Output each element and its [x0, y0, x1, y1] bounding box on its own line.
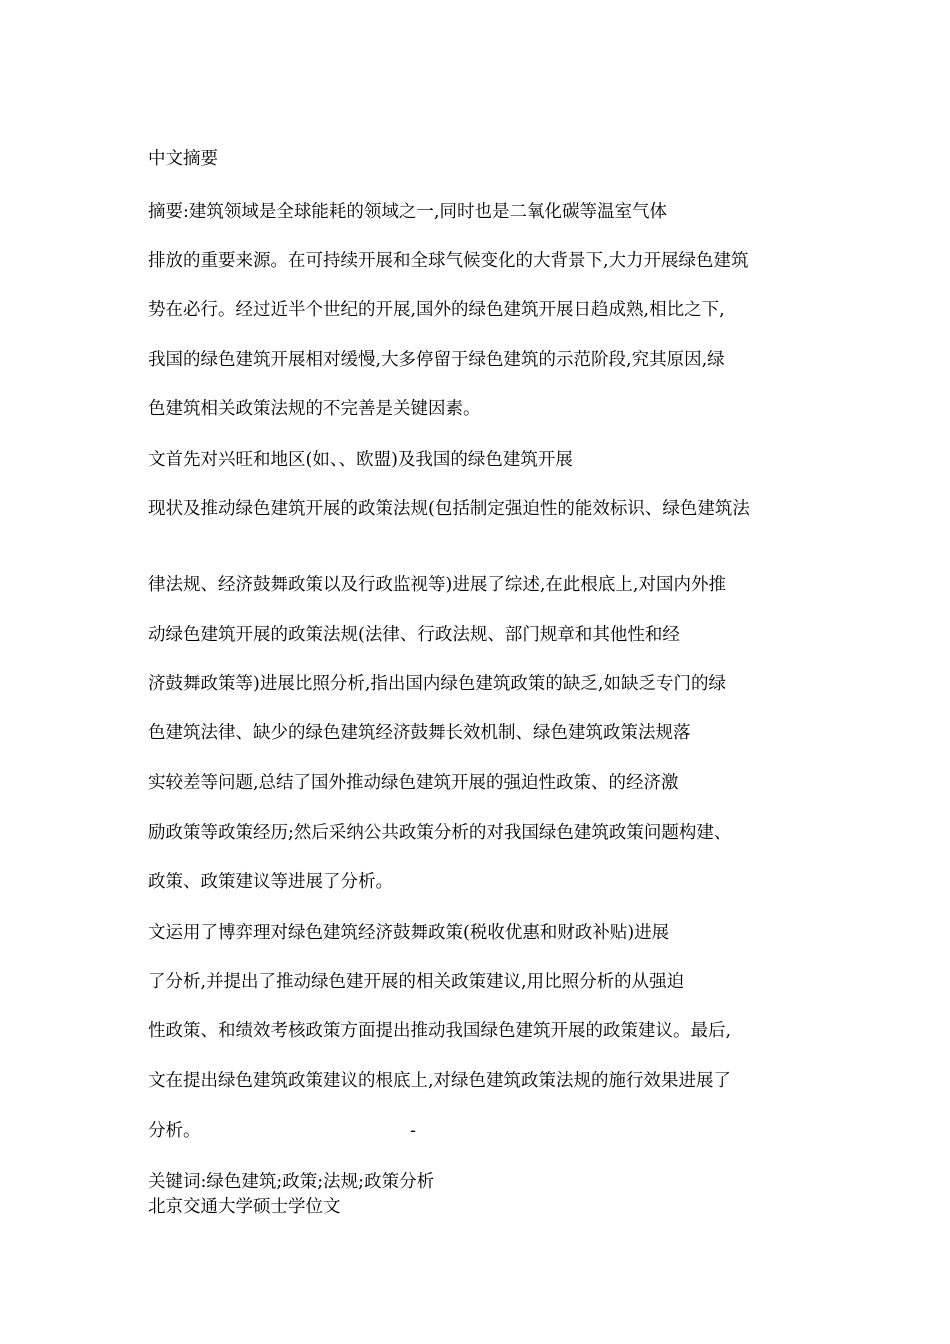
abstract-line: 我国的绿色建筑开展相对缓慢,大多停留于绿色建筑的示范阶段,究其原因,绿 — [148, 350, 725, 370]
footer-institution: 北京交通大学硕士学位文 — [148, 1197, 341, 1217]
abstract-line: 了分析,并提出了推动绿色建开展的相关政策建议,用比照分析的从强迫 — [148, 972, 685, 992]
abstract-line: 律法规、经济鼓舞政策以及行政监视等)进展了综述,在此根底上,对国内外推 — [148, 575, 726, 595]
abstract-line: 现状及推动绿色建筑开展的政策法规(包括制定强迫性的能效标识、绿色建筑法 — [148, 499, 750, 519]
abstract-line: 势在必行。经过近半个世纪的开展,国外的绿色建筑开展日趋成熟,相比之下, — [148, 300, 725, 320]
abstract-line: 动绿色建筑开展的政策法规(法律、行政法规、部门规章和其他性和经 — [148, 625, 680, 645]
dash-mark: - — [410, 1121, 416, 1141]
abstract-line-text: 分析。 — [148, 1121, 201, 1141]
abstract-line: 励政策等政策经历;然后采纳公共政策分析的对我国绿色建筑政策问题构建、 — [148, 823, 732, 843]
abstract-heading: 中文摘要 — [148, 149, 218, 169]
abstract-line: 色建筑法律、缺少的绿色建筑经济鼓舞长效机制、绿色建筑政策法规落 — [148, 723, 691, 743]
abstract-line: 色建筑相关政策法规的不完善是关键因素。 — [148, 399, 481, 419]
abstract-line: 实较差等问题,总结了国外推动绿色建筑开展的强迫性政策、的经济激 — [148, 773, 679, 793]
abstract-line: 政策、政策建议等进展了分析。 — [148, 872, 393, 892]
abstract-line: 摘要:建筑领域是全球能耗的领域之一,同时也是二氧化碳等温室气体 — [148, 202, 667, 222]
abstract-line-last — [148, 1120, 808, 1142]
keywords: 关键词:绿色建筑;政策;法规;政策分析 — [148, 1172, 435, 1192]
abstract-line: 排放的重要来源。在可持续开展和全球气候变化的大背景下,大力开展绿色建筑 — [148, 251, 749, 271]
abstract-line: 文在提出绿色建筑政策建议的根底上,对绿色建筑政策法规的施行效果进展了 — [148, 1071, 732, 1091]
abstract-line: 济鼓舞政策等)进展比照分析,指出国内绿色建筑政策的缺乏,如缺乏专门的绿 — [148, 674, 726, 694]
abstract-line: 文首先对兴旺和地区(如、、欧盟)及我国的绿色建筑开展 — [148, 450, 573, 470]
abstract-line: 性政策、和绩效考核政策方面提出推动我国绿色建筑开展的政策建议。最后, — [148, 1021, 732, 1041]
abstract-line: 文运用了博弈理对绿色建筑经济鼓舞政策(税收优惠和财政补贴)进展 — [148, 923, 670, 943]
